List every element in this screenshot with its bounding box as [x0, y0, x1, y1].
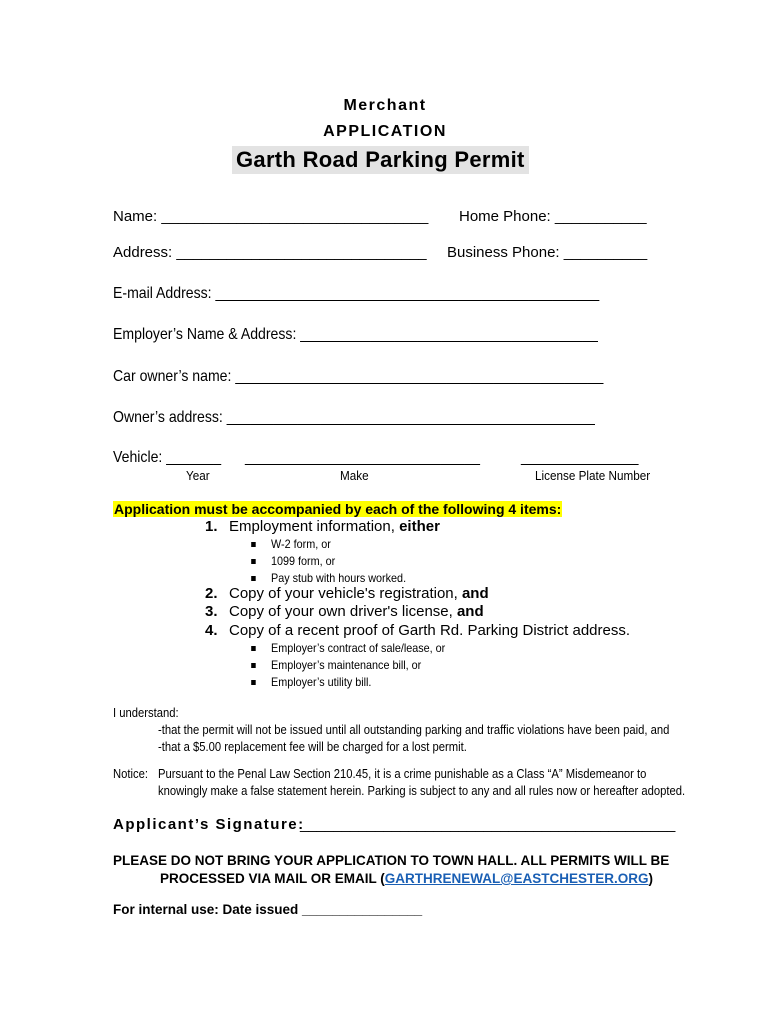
signature-field[interactable]: _____________________________________________ — [300, 816, 676, 833]
footer-notice-line2: PROCESSED VIA MAIL OR EMAIL (GARTHRENEWAL@EASTCHESTER.ORG) — [160, 871, 653, 886]
bullet-icon — [251, 680, 256, 685]
notice-line: knowingly make a false statement herein. Parking is subject to any and all rules now or hereafter adopted. — [158, 784, 686, 798]
email-link[interactable]: GARTHRENEWAL@EASTCHESTER.ORG — [384, 871, 649, 886]
requirement-number: 1. — [205, 518, 218, 535]
make-label: Make — [340, 468, 369, 483]
requirement-emphasis: and — [456, 603, 484, 620]
address-field[interactable]: Address: ______________________________ — [113, 244, 427, 261]
vehicle-plate-field[interactable]: _______________ — [521, 449, 639, 466]
requirements-heading: Application must be accompanied by each of the following 4 items: — [114, 501, 562, 517]
bullet-icon — [251, 663, 256, 668]
list-item: Employer’s contract of sale/lease, or — [271, 641, 445, 655]
employer-field[interactable]: Employer’s Name & Address: ______________________________________ — [113, 326, 598, 343]
requirement-text: Employment information, — [229, 518, 400, 535]
list-item: Employer’s maintenance bill, or — [271, 658, 421, 672]
internal-use-field: For internal use: Date issued ________________ — [113, 902, 423, 917]
requirement-emphasis: and — [461, 585, 489, 602]
requirement-number: 3. — [205, 603, 218, 620]
requirement-item — [205, 603, 484, 620]
requirement-text: Copy of your vehicle's registration, — [229, 585, 462, 602]
requirement-text: Copy of a recent proof of Garth Rd. Parking District address. — [229, 622, 631, 639]
understand-line: -that the permit will not be issued until all outstanding parking and traffic violations have been paid, and — [158, 723, 670, 737]
page-title: Garth Road Parking Permit — [232, 146, 529, 174]
list-item: 1099 form, or — [271, 554, 335, 568]
home-phone-field[interactable]: Home Phone: ___________ — [459, 208, 647, 225]
email-field[interactable]: E-mail Address: _________________________________________________ — [113, 285, 600, 302]
plate-label: License Plate Number — [535, 468, 651, 483]
footer-notice: PLEASE DO NOT BRING YOUR APPLICATION TO TOWN HALL. ALL PERMITS WILL BE — [113, 853, 670, 868]
understand-line: -that a $5.00 replacement fee will be charged for a lost permit. — [158, 740, 467, 754]
list-item: W-2 form, or — [271, 537, 331, 551]
car-owner-field[interactable]: Car owner’s name: _______________________________________________ — [113, 368, 604, 385]
year-label: Year — [186, 468, 210, 483]
business-phone-field[interactable]: Business Phone: __________ — [447, 244, 648, 261]
vehicle-make-field[interactable]: ______________________________ — [245, 449, 480, 466]
list-item: Pay stub with hours worked. — [271, 571, 406, 585]
requirement-item — [205, 585, 489, 602]
name-field[interactable]: Name: ________________________________ — [113, 208, 429, 225]
requirement-item — [205, 518, 440, 535]
application-heading: APPLICATION — [323, 123, 447, 140]
understand-label: I understand: — [113, 706, 179, 720]
owner-address-field[interactable]: Owner’s address: _______________________________________________ — [113, 409, 595, 426]
requirement-text: Copy of your own driver's license, — [229, 603, 457, 620]
list-item: Employer’s utility bill. — [271, 675, 371, 689]
bullet-icon — [251, 542, 256, 547]
merchant-heading: Merchant — [343, 97, 427, 114]
bullet-icon — [251, 576, 256, 581]
requirement-number: 4. — [205, 622, 218, 639]
notice-line: Pursuant to the Penal Law Section 210.45, it is a crime punishable as a Class “A” Misdemeanor to — [158, 767, 647, 781]
requirement-emphasis: either — [399, 518, 440, 535]
requirement-item — [205, 622, 630, 639]
vehicle-year-field[interactable]: Vehicle: _______ — [113, 449, 222, 466]
bullet-icon — [251, 646, 256, 651]
signature-label: Applicant’s Signature: — [113, 816, 305, 833]
bullet-icon — [251, 559, 256, 564]
requirement-number: 2. — [205, 585, 218, 602]
notice-label: Notice: — [113, 767, 149, 781]
